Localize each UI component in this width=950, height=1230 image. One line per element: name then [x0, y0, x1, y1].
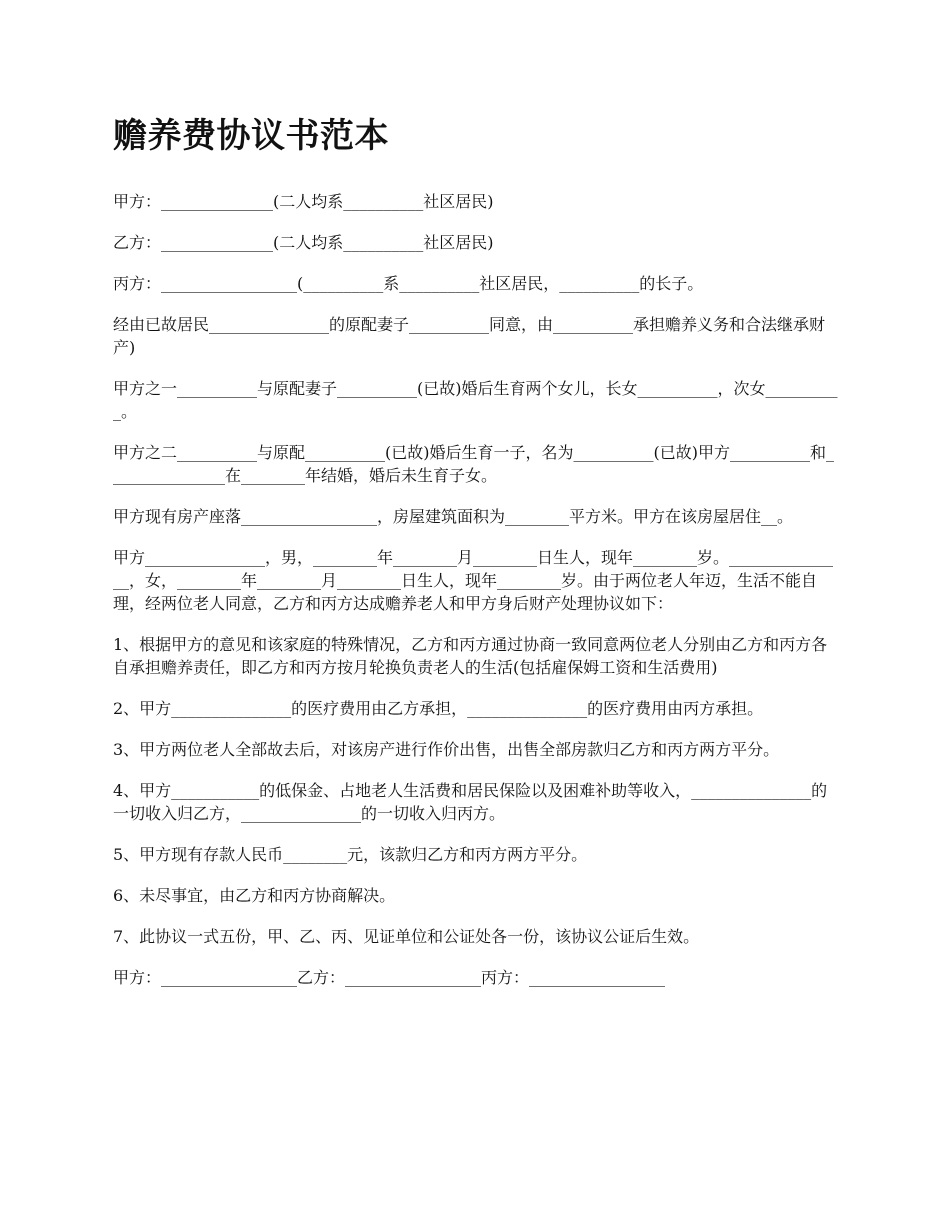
clause-5: 5、甲方现有存款人民币________元，该款归乙方和丙方两方平分。 [113, 845, 588, 864]
document-body [113, 112, 840, 1007]
document-title: 赡养费协议书范本 [113, 116, 389, 156]
party-b-line: 乙方：______________(二人均系__________社区居民) [113, 233, 494, 252]
party-a-one-paragraph: 甲方之一__________与原配妻子__________(已故)婚后生育两个女儿，长女__________，次女__________。 [113, 379, 838, 421]
elders-paragraph: 甲方_______________，男，________年________月________日生人，现年________岁。_______________，女，________年________月________日生人，现年________岁。由于两位老人年迈，生活不能自理，经两位老人同意，乙方和丙方达成赡养老人和甲方身后财产处理协议如下： [113, 548, 834, 613]
signature-line: 甲方：_________________乙方：_________________丙方：_________________ [113, 968, 666, 987]
clause-4: 4、甲方___________的低保金、占地老人生活费和居民保险以及困难补助等收入，_______________的一切收入归乙方，_______________的一切收入归丙方。 [113, 781, 828, 823]
party-c-line: 丙方：_________________(__________系__________社区居民，__________的长子。 [113, 274, 704, 293]
property-paragraph: 甲方现有房产座落_________________，房屋建筑面积为________平方米。甲方在该房屋居住__。 [113, 507, 794, 526]
clause-3: 3、甲方两位老人全部故去后，对该房产进行作价出售，出售全部房款归乙方和丙方两方平分。 [113, 740, 780, 759]
clause-7: 7、此协议一式五份，甲、乙、丙、见证单位和公证处各一份，该协议公证后生效。 [113, 927, 700, 946]
party-a-line: 甲方：______________(二人均系__________社区居民) [113, 192, 494, 211]
party-a-two-paragraph: 甲方之二__________与原配__________(已故)婚后生育一子，名为__________(已故)甲方__________和_______________在________年结婚，婚后未生育子女。 [113, 443, 834, 485]
consent-paragraph: 经由已故居民_______________的原配妻子__________同意，由__________承担赡养义务和合法继承财产) [113, 315, 826, 357]
clause-6: 6、未尽事宜，由乙方和丙方协商解决。 [113, 886, 396, 905]
clause-2: 2、甲方_______________的医疗费用由乙方承担，_______________的医疗费用由丙方承担。 [113, 699, 764, 718]
clause-1: 1、根据甲方的意见和该家庭的特殊情况，乙方和丙方通过协商一致同意两位老人分别由乙方和丙方各自承担赡养责任，即乙方和丙方按月轮换负责老人的生活(包括雇保姆工资和生活费用) [113, 635, 828, 677]
